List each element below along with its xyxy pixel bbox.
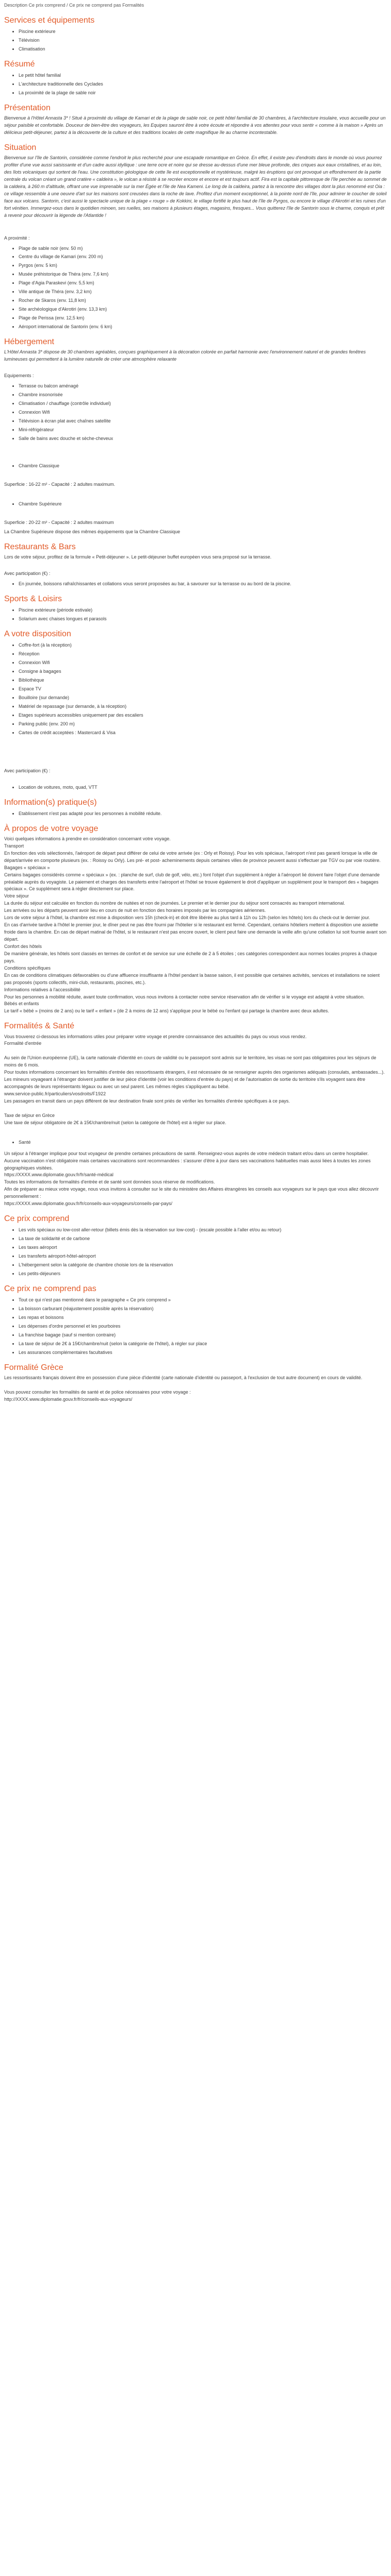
list-item: Les transferts aéroport-hôtel-aéroport [12, 1253, 387, 1260]
disposition-title: A votre disposition [4, 630, 71, 639]
list-item: Piscine extérieure (période estivale) [12, 607, 387, 614]
room-superieure-note: La Chambre Supérieure dispose des mêmes équipements que la Chambre Classique [4, 529, 181, 535]
list-item: Etages supérieurs accessibles uniquement par des escaliers [12, 712, 387, 719]
infos-pratiques-title: Information(s) pratique(s) [4, 798, 97, 807]
list-item: Chambre insonorisée [12, 392, 387, 399]
disposition-paid-list [4, 784, 387, 791]
ce-prix-comprend-title: Ce prix comprend [4, 1214, 70, 1224]
list-item: Pyrgos (env. 5 km) [12, 262, 387, 269]
ce-prix-comprend-list [4, 1227, 387, 1278]
list-item: Parking public (env. 200 m) [12, 721, 387, 728]
list-item: L'hébergement selon la catégorie de chambre choisie lors de la réservation [12, 1262, 387, 1269]
restaurants-paid-label: Avec participation (€) : [4, 571, 51, 577]
list-item: Les repas et boissons [12, 1314, 387, 1321]
list-item: Ville antique de Théra (env. 3,2 km) [12, 289, 387, 296]
tabs-summary: Description Ce prix comprend / Ce prix ne comprend pas Formalités [4, 3, 144, 8]
list-item: Plage de Perissa (env. 12,5 km) [12, 315, 387, 322]
list-item: Site archéologique d'Akrotiri (env. 13,3 km) [12, 306, 387, 313]
list-item: Salle de bains avec douche et sèche-cheveux [12, 435, 387, 443]
list-item: Télévision à écran plat avec chaînes satellite [12, 418, 387, 425]
list-item: Les vols spéciaux ou low-cost aller-retour (billets émis dès la réservation sur low-cost) - (escale possible à l'aller et/ou au retour) [12, 1227, 387, 1234]
list-item: Cartes de crédit acceptées : Mastercard & Visa [12, 730, 387, 737]
disposition-list [4, 642, 387, 736]
equipements-label: Equipements : [4, 372, 34, 378]
list-item: Télévision [12, 37, 387, 44]
ce-prix-ne-comprend-pas-list [4, 1297, 387, 1357]
list-item: Coffre-fort (à la réception) [12, 642, 387, 649]
list-item: Climatisation / chauffage (contrôle individuel) [12, 400, 387, 408]
list-item: Plage d'Agia Paraskevi (env. 5,5 km) [12, 280, 387, 287]
list-item: Matériel de repassage (sur demande, à la réception) [12, 703, 387, 710]
list-item: Les taxes aéroport [12, 1244, 387, 1251]
list-item: Consigne à bagages [12, 668, 387, 675]
apropos-text: Voici quelques informations à prendre en considération concernant votre voyage. Transport En fonction des vols sélectionnés, l'aéroport de départ peut différer de celui de votre arrivée (ex : Orly et Roissy). Pour les vols spéciaux, l'aéroport n'est pas garanti lorsque la ville de départ/arrivée en comporte plusieurs (ex. : Roissy ou Orly). Les pré- et post- acheminements depuis certaines villes de province peuvent aussi s'effectuer par TGV ou par voie routière. Bagages « spéciaux » Certains bagages considérés comme « spéciaux » (ex. : planche de surf, club de golf, vélo, etc.) font l'objet d'un supplément à régler à l'aéroport lié doivent faire l'objet d'une demande préalable auprès du voyagiste. Le paiement et charges des transferts entre l'aéroport et l'hôtel se trouve également le droit d'appliquer un supplément pour le transport des « bagages spéciaux ». Ce supplément sera à régler directement sur place. Votre séjour La durée du séjour est calculée en fonction du nombre de nuitées et non de journées. Le premier et le dernier jour du séjour sont consacrés au transport international. Les arrivées ou les départs peuvent avoir lieu en cours de nuit en fonction des horaires imposés par les compagnies aériennes. Lors de votre séjour à l'hôtel, la chambre est mise à disposition vers 15h (check-in) et doit être libérée au plus tard à 11h ou 12h (selon les hôtels) lors du check-out le dernier jour. En cas d'arrivée tardive à l'hôtel le premier jour, le dîner peut ne pas être fourni par l'hôtelier si le restaurant est fermé. Cependant, certains hôteliers mettent à disposition une assiette froide dans la chambre. En cas de départ matinal de l'hôtel, si le restaurant n'est pas encore ouvert, le client peut faire une demande la veille afin qu'une collation lui soit fournie avant son départ. Confort des hôtels De manière générale, les hôtels sont classés en termes de confort et de service sur une échelle de 2 à 5 étoiles ; ces catégories correspondent aux normes locales propres à chaque pays. Conditions spécifiques En cas de conditions climatiques défavorables ou d'une affluence insuffisante à l'hôtel pendant la basse saison, il est possible que certaines activités, services et installations ne soient pas proposés (sports collectifs, mini-club, restaurants, piscines, etc.). Informations relatives à l'accessibilité Pour les personnes à mobilité réduite, avant toute confirmation, vous nous invitons à contacter notre service réservation afin de vérifier si le voyage est adapté à votre situation. Bébés et enfants Le tarif « bébé » (moins de 2 ans) ou le tarif « enfant » (de 2 à moins de 12 ans) s'applique pour le bébé ou l'enfant qui partage la chambre avec deux adultes. [4, 836, 387, 1014]
list-item: Le petit hôtel familial [12, 72, 387, 79]
room-superieure-info: Superficie : 20-22 m² - Capacité : 2 adultes maximum [4, 520, 114, 526]
list-item: La boisson carburant (réajustement possible après la réservation) [12, 1306, 387, 1313]
list-item: Centre du village de Kamari (env. 200 m) [12, 253, 387, 261]
list-item: Bibliothèque [12, 677, 387, 684]
ce-prix-ne-comprend-pas-title: Ce prix ne comprend pas [4, 1284, 96, 1293]
list-item: Etablissement n'est pas adapté pour les personnes à mobilité réduite. [12, 810, 387, 818]
list-item: La franchise bagage (sauf si mention contraire) [12, 1332, 387, 1339]
list-item: Climatisation [12, 46, 387, 53]
equipements-list [4, 383, 387, 443]
list-item: La taxe de séjour de 2€ à 15€/chambre/nuit (selon la catégorie de l'hôtel), à régler sur place [12, 1341, 387, 1348]
formalite-grece-text: Les ressortissants français doivent être en possession d'une pièce d'identité (carte nationale d'identité ou passeport, à l'exclusion de tout autre document) en cours de validité. Vous pouvez consulter les formalités de santé et de police nécessaires pour votre voyage : http://XXXX.www.diplomatie.gouv.fr/fr/conseils-aux-voyageurs/ [4, 1375, 363, 1402]
list-item: Aéroport international de Santorin (env. 6 km) [12, 324, 387, 331]
restaurants-text: Lors de votre séjour, profitez de la formule « Petit-déjeuner ». Le petit-déjeuner buffet européen vous sera proposé sur la terrasse. [4, 554, 272, 560]
list-item: En journée, boissons rafraîchissantes et collations vous seront proposées au bar, à savourer sur la terrasse ou au bord de la piscine. [12, 581, 387, 588]
apropos-title: À propos de votre voyage [4, 824, 99, 833]
sports-title: Sports & Loisirs [4, 595, 62, 604]
list-item: La proximité de la plage de sable noir [12, 90, 387, 97]
sante-label: Santé [12, 1139, 387, 1146]
infos-pratiques-list [4, 810, 387, 818]
resume-list [4, 72, 387, 97]
formalites-sante-title: Formalités & Santé [4, 1022, 75, 1031]
list-item: Musée préhistorique de Théra (env. 7,6 km) [12, 271, 387, 278]
situation-text: Bienvenue sur l'île de Santorin, considérée comme l'endroit le plus recherché pour une escapade romantique en Grèce. En effet, il existe peu d'endroits dans le monde où vous pourrez profiter d'une vue aussi saisissante et d'un cadre aussi idyllique : une terre ocre et noire qui se dresse au-dessus d'une mer bleue profonde, des criques aux eaux cristallines, et au loin, des îlots volcaniques qui sortent de l'eau. Une constitution géologique de cette île est exceptionnelle et mystérieuse, malgré les éruptions qui ont provoqué un effondrement de la partie centrale du volcan créant un grand cratère « caldeira », le volcan a résisté à se recréer encore et encore et est toujours actif. Fira est la capitale pittoresque de l'île perchée au sommet de la caldeira, à 260 m d'altitude, offrant une vue imprenable sur la mer Égée et l'île de Nea Kameni. Le long de la caldeira, partez à la rencontre des villages dont la plus renommé est Oia : ce village ressemble à une oeuvre d'art sur les maisons sont creusées dans la roche de lave. Profitez d'un moment exceptionnel, à la pointe nord de l'île, pour admirer le coucher de soleil face aux volcans. Santorin, c'est aussi le spectacle unique de la plage « rouge » de Kokkini, le village fortifié le plus haut de l'île de Pyrgos, ou encore le village d'Akrotiri et les ruines d'un fort vénitien. Immergez-vous dans le quotidien minoen, ses ruelles, ses maisons à plusieurs étages, magasins, fresques... Vous quitterez l'île de Santorin sous le charme, conquis et prêt à revenir pour découvrir la légende de l'Atlantide ! [4, 155, 387, 218]
resume-title: Résumé [4, 59, 35, 69]
disposition-paid-label: Avec participation (€) : [4, 768, 51, 773]
services-title: Services et équipements [4, 15, 95, 25]
formalites-sante-text: Vous trouverez ci-dessous les informations utiles pour préparer votre voyage et prendre connaissance des actualités du pays ou vous vous rendez. Formalité d'entrée Au sein de l'Union européenne (UE), la carte nationale d'identité en cours de validité ou le passeport sont admis sur le territoire, les visas ne sont pas obligatoires pour les séjours de moins de 6 mois. Pour toutes informations concernant les formalités d'entrée des ressortissants étrangers, il est nécessaire de se renseigner auprès des organismes adéquats (consulats, ambassades...). Les mineurs voyageant à l'étranger doivent justifier de leur pièce d'identité (voir les conditions d'entrée du pays) et de l'autorisation de sortie du territoire s'ils voyagent sans être accompagnés de leurs représentants légaux ou avec un seul parent. Les mêmes règles s'appliquent au bébé. www.service-public.fr/particuliers/vosdroits/F1922 Les passagers en transit dans un pays différent de leur destination finale sont priés de vérifier les formalités d'entrée spécifiques à ce pays. Taxe de séjour en Grèce Une taxe de séjour obligatoire de 2€ à 15€/chambre/nuit (selon la catégorie de l'hôtel) est à régler sur place. [4, 1033, 385, 1125]
room-classique-info: Superficie : 16-22 m² - Capacité : 2 adultes maximum. [4, 482, 116, 487]
room-classique [4, 463, 387, 470]
proximite-label: A proximité : [4, 235, 30, 241]
room-superieure [4, 501, 387, 508]
list-item: Réception [12, 651, 387, 658]
list-item: Terrasse ou balcon aménagé [12, 383, 387, 390]
list-item: Solarium avec chaises longues et parasols [12, 616, 387, 623]
list-item: Connexion Wifi [12, 659, 387, 667]
proximite-list [4, 245, 387, 331]
list-item: Les assurances complémentaires facultatives [12, 1349, 387, 1357]
list-item: Les petits-déjeuners [12, 1270, 387, 1278]
list-item: Rocher de Skaros (env. 11,8 km) [12, 297, 387, 304]
sante-list [4, 1139, 387, 1146]
list-item: Espace TV [12, 686, 387, 693]
list-item: L'architecture traditionnelle des Cyclades [12, 81, 387, 88]
list-item: Plage de sable noir (env. 50 m) [12, 245, 387, 252]
list-item: Connexion Wifi [12, 409, 387, 416]
services-list [4, 28, 387, 53]
restaurants-title: Restaurants & Bars [4, 543, 76, 552]
list-item: Bouilloire (sur demande) [12, 694, 387, 702]
hebergement-text: L'Hôtel Annasta 3* dispose de 30 chambres agréables, conçues graphiquement à la décoration colorée en parfait harmonie avec l'environnement naturel et de grandes fenêtres lumineuses qui permettent à la lumière naturelle de créer une atmosphère relaxante [4, 349, 366, 362]
presentation-title: Présentation [4, 103, 51, 112]
list-item: Les dépenses d'ordre personnel et les pourboires [12, 1323, 387, 1330]
list-item: Mini-réfrigérateur [12, 427, 387, 434]
list-item: La taxe de solidarité et de carbone [12, 1235, 387, 1243]
sante-text: Un séjour à l'étranger implique pour tout voyageur de prendre certaines précautions de santé. Renseignez-vous auprès de votre médecin traitant et/ou dans un centre hospitalier. Aucune vaccination n'est obligatoire mais certaines vaccinations sont recommandées : s'assurer d'être à jour dans ses vaccinations habituelles mais aussi liées à toutes les zones géographiques visitées. https://XXXX.www.diplomatie.gouv.fr/fr/santé-médical Toutes les informations de formalités d'entrée et de santé sont données sous réserve de modifications. Afin de préparer au mieux votre voyage, nous vous invitons à consulter sur le site du ministère des Affaires étrangères les conseils aux voyageurs sur le pays que vous allez découvrir personnellement : https://XXXX.www.diplomatie.gouv.fr/fr/conseils-aux-voyageurs/conseils-par-pays/ [4, 1150, 379, 1207]
room-name: Chambre Classique [12, 463, 387, 470]
list-item: Piscine extérieure [12, 28, 387, 36]
restaurants-paid-list [4, 581, 387, 588]
presentation-text: Bienvenue à l'Hôtel Annasta 3* ! Situé à proximité du village de Kamari et de la plage de sable noir, ce petit hôtel familial de 30 chambres, à l'architecture insulaire, vous accueille pour un séjour paisible et confortable. Douceur de bien-être des voyageurs, les Equipes sauront être à votre écoute et répondre à vos attentes pour vous sentir « comme à la maison » Après un délicieux petit-déjeuner, partez à la découverte de la culture et des traditions locales de cette magnifique île au charme incontestable. [4, 115, 386, 135]
list-item: Tout ce qui n'est pas mentionné dans le paragraphe « Ce prix comprend » [12, 1297, 387, 1304]
formalite-grece-title: Formalité Grèce [4, 1363, 63, 1372]
situation-title: Situation [4, 143, 37, 152]
room-name: Chambre Supérieure [12, 501, 387, 508]
list-item: Location de voitures, moto, quad, VTT [12, 784, 387, 791]
hebergement-title: Hébergement [4, 337, 54, 346]
sports-list [4, 607, 387, 623]
